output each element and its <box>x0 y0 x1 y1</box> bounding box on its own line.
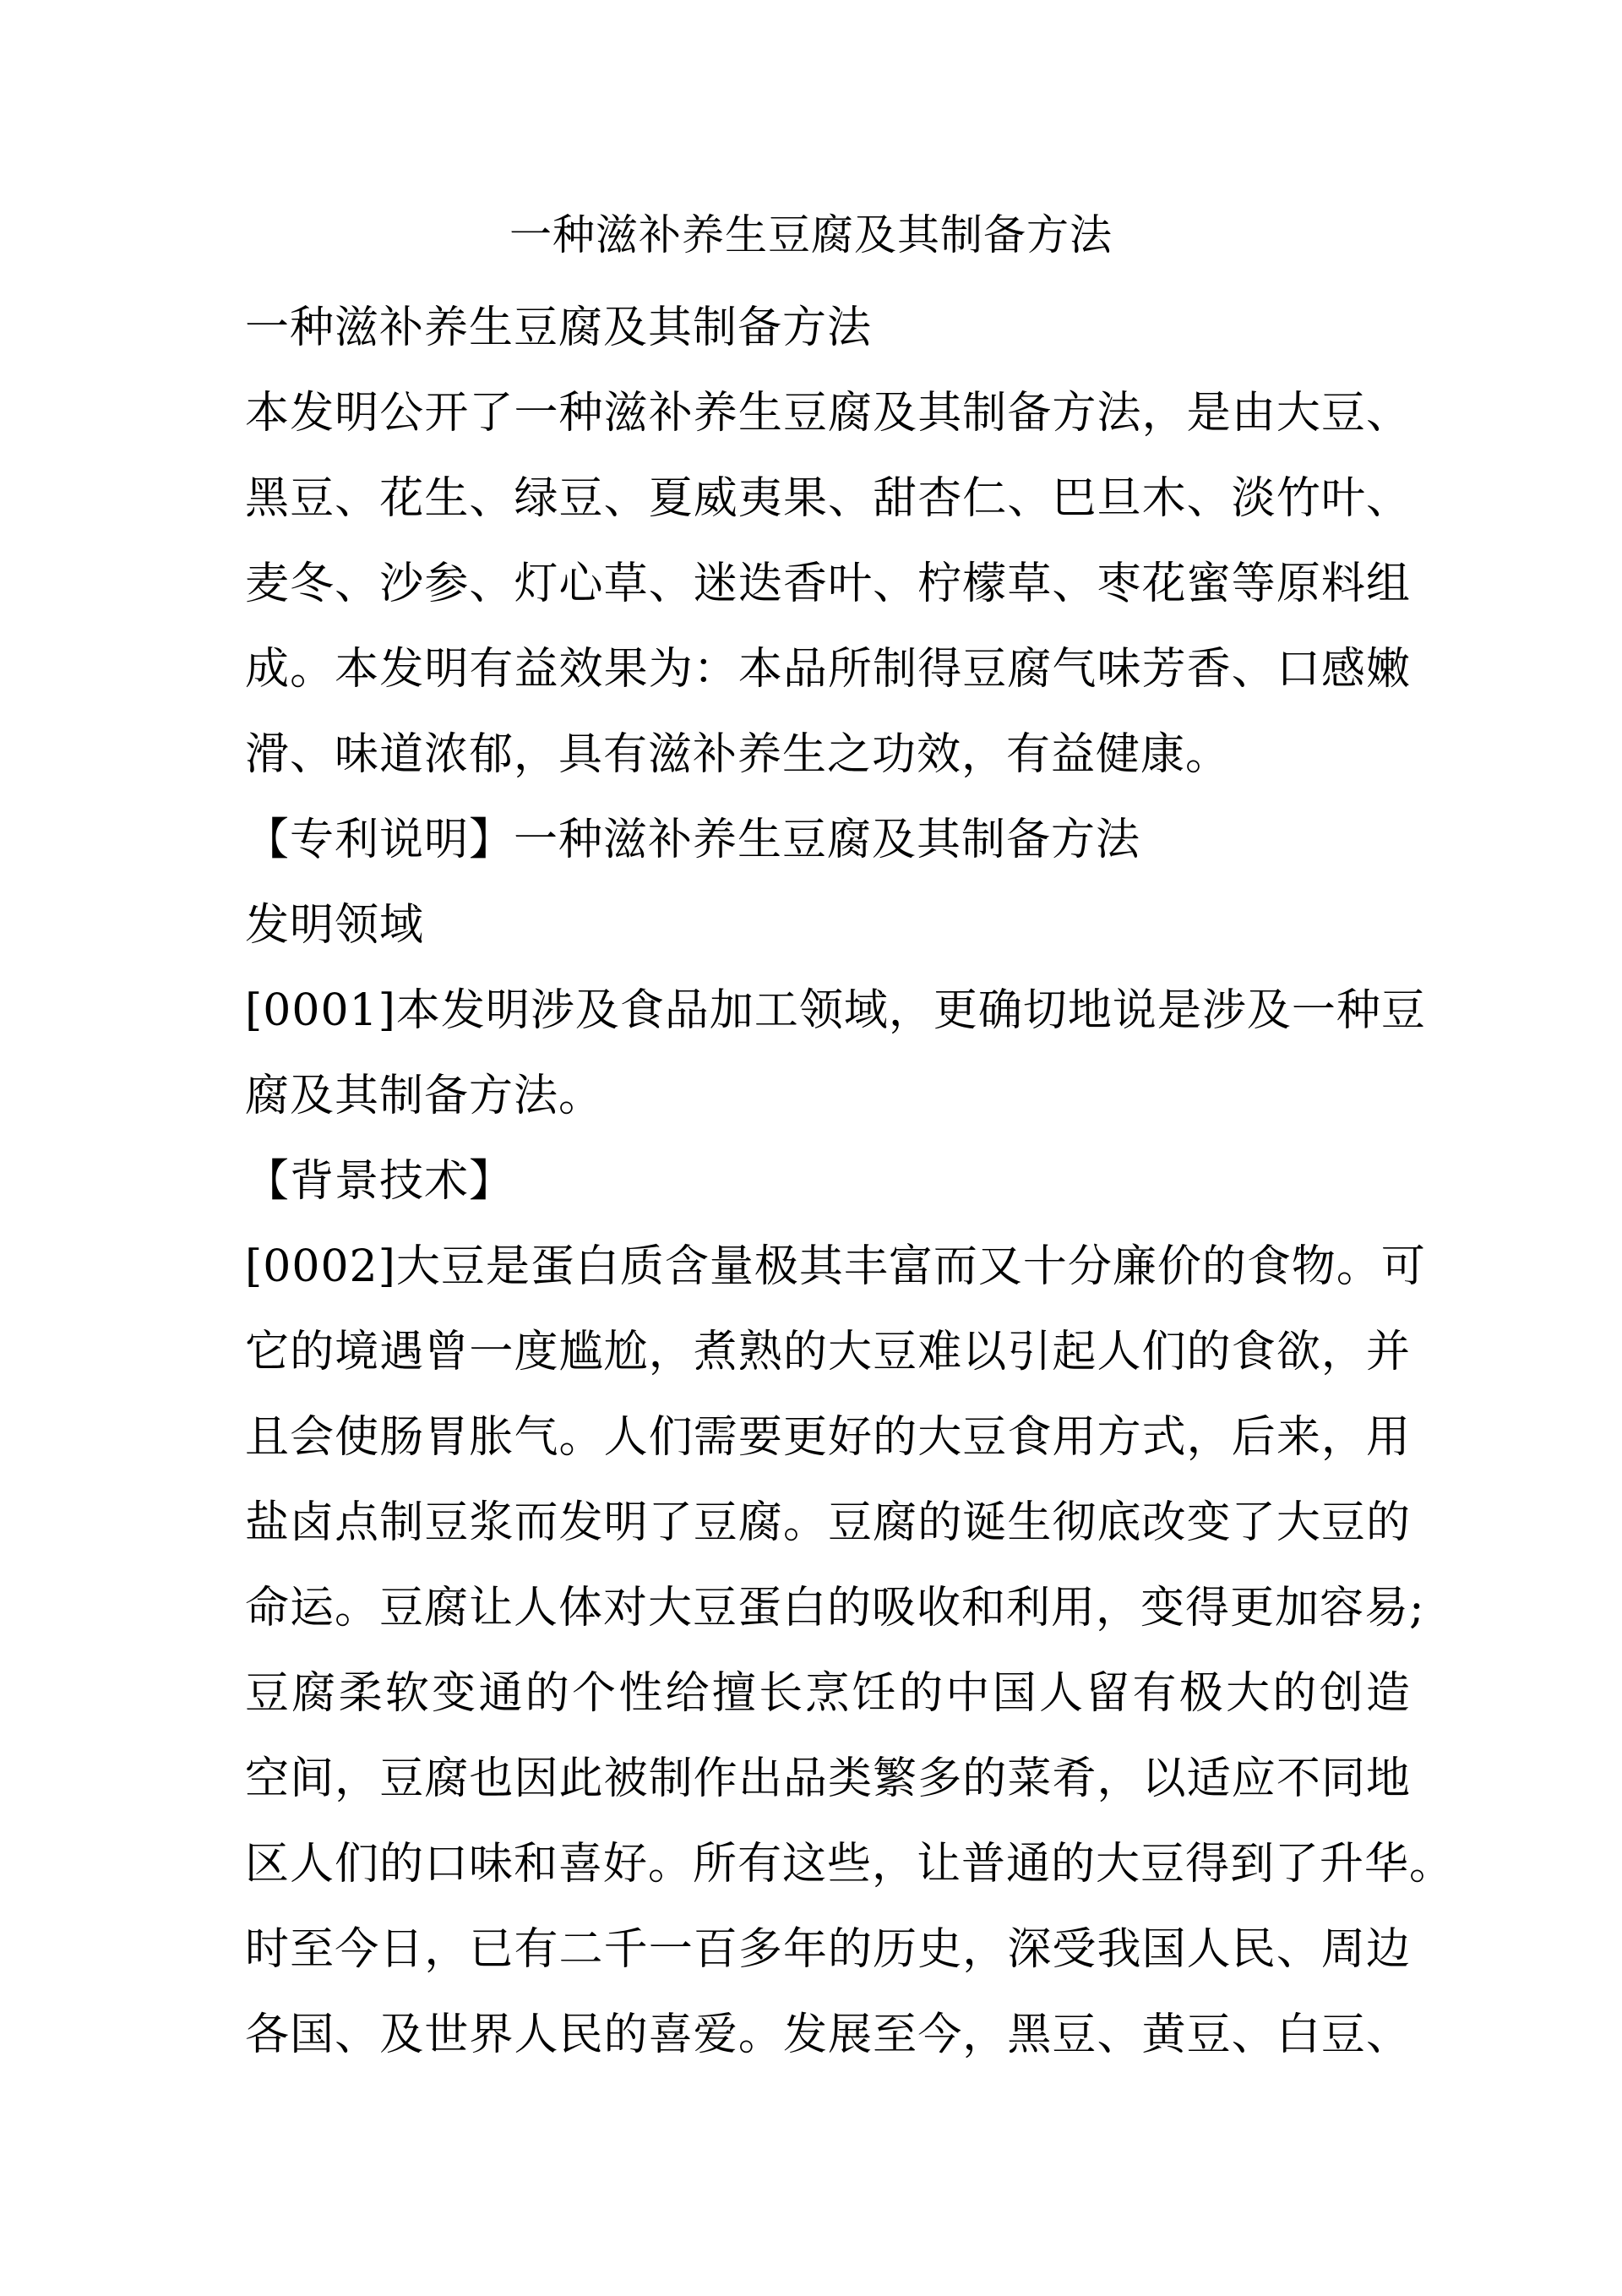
paragraph-line: 命运。豆腐让人体对大豆蛋白的吸收和利用，变得更加容易; <box>245 1583 1425 1633</box>
document-title: 一种滋补养生豆腐及其制备方法 <box>509 210 1113 259</box>
paragraph-line: 时至今日，已有二千一百多年的历史，深受我国人民、周边 <box>245 1924 1411 1975</box>
subtitle-line: 一种滋补养生豆腐及其制备方法 <box>245 303 873 353</box>
paragraph-line: [0002]大豆是蛋白质含量极其丰富而又十分廉价的食物。可 <box>245 1241 1426 1292</box>
document-body <box>245 286 1455 2078</box>
section-heading: 【专利说明】一种滋补养生豆腐及其制备方法 <box>245 815 1141 865</box>
paragraph-line: 盐卤点制豆浆而发明了豆腐。豆腐的诞生彻底改变了大豆的 <box>245 1497 1411 1548</box>
abstract-line: 黑豆、花生、绿豆、夏威夷果、甜杏仁、巴旦木、淡竹叶、 <box>245 473 1411 524</box>
abstract-line: 麦冬、沙参、灯心草、迷迭香叶、柠檬草、枣花蜜等原料组 <box>245 559 1411 609</box>
abstract-line: 本发明公开了一种滋补养生豆腐及其制备方法，是由大豆、 <box>245 388 1411 439</box>
paragraph-line: 且会使肠胃胀气。人们需要更好的大豆食用方式，后来，用 <box>245 1412 1411 1463</box>
paragraph-line: [0001]本发明涉及食品加工领域，更确切地说是涉及一种豆 <box>245 985 1426 1036</box>
paragraph-line: 区人们的口味和喜好。所有这些，让普通的大豆得到了升华。 <box>245 1839 1455 1890</box>
abstract-line: 滑、味道浓郁，具有滋补养生之功效，有益健康。 <box>245 729 1231 780</box>
paragraph-line: 它的境遇曾一度尴尬，煮熟的大豆难以引起人们的食欲，并 <box>245 1327 1411 1377</box>
paragraph-line: 各国、及世界人民的喜爱。发展至今，黑豆、黄豆、白豆、 <box>245 2010 1411 2060</box>
section-heading: 【背景技术】 <box>245 1156 514 1207</box>
section-heading: 发明领域 <box>245 900 425 951</box>
paragraph-line: 腐及其制备方法。 <box>245 1071 604 1121</box>
paragraph-line: 豆腐柔软变通的个性给擅长烹饪的中国人留有极大的创造 <box>245 1668 1411 1719</box>
paragraph-line: 空间，豆腐也因此被制作出品类繁多的菜肴，以适应不同地 <box>245 1753 1411 1804</box>
abstract-line: 成。本发明有益效果为：本品所制得豆腐气味芳香、口感嫩 <box>245 644 1411 695</box>
